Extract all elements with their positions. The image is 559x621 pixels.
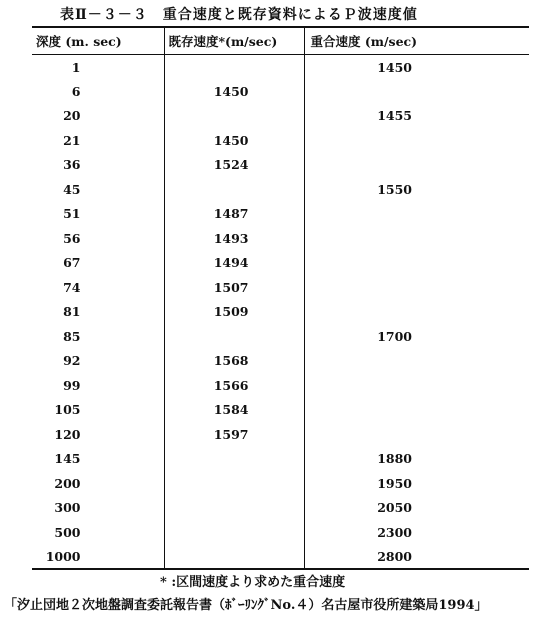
cell-existing-velocity: 1509 [164,300,304,325]
table-row [32,324,529,349]
cell-merged-velocity [304,275,529,300]
cell-merged-velocity [304,349,529,374]
table-row [32,202,529,227]
cell-depth: 85 [63,328,81,344]
cell-merged-velocity [304,300,529,325]
cell-merged-velocity [304,251,529,276]
cell-merged-velocity: 1700 [304,324,529,349]
cell-depth: 1000 [45,548,81,564]
source-citation: 「汐止団地２次地盤調査委託報告書（ﾎﾞｰﾘﾝｸﾞNo.４）名古屋市役所建築局1994」 [4,598,488,613]
table-row [32,104,529,129]
cell-depth: 21 [63,132,81,148]
cell-existing-velocity: 1584 [164,398,304,423]
cell-depth: 120 [54,426,81,442]
cell-depth: 6 [71,83,81,99]
header-depth: 深度 (m. sec) [32,27,164,55]
cell-existing-velocity [164,496,304,521]
cell-existing-velocity: 1597 [164,422,304,447]
cell-existing-velocity [164,545,304,570]
cell-merged-velocity: 2050 [304,496,529,521]
table-title: 表Ⅱ－３－３ 重合速度と既存資料によるＰ波速度値 [60,7,418,23]
cell-depth: 145 [54,451,81,467]
table-row [32,128,529,153]
cell-merged-velocity: 2300 [304,520,529,545]
cell-existing-velocity: 1494 [164,251,304,276]
cell-depth: 56 [63,230,81,246]
cell-merged-velocity [304,79,529,104]
cell-depth: 99 [63,377,81,393]
table-header-row [32,27,529,55]
cell-depth: 1 [71,59,81,75]
cell-merged-velocity: 1950 [304,471,529,496]
cell-merged-velocity [304,153,529,178]
cell-existing-velocity: 1507 [164,275,304,300]
cell-merged-velocity: 1550 [304,177,529,202]
cell-existing-velocity [164,104,304,129]
table-footnote: * :区間速度より求めた重合速度 [160,575,346,590]
table-row [32,398,529,423]
table-row [32,300,529,325]
cell-depth: 300 [54,500,81,516]
table-row [32,520,529,545]
cell-depth: 92 [63,353,81,369]
table-row [32,226,529,251]
header-merged-velocity: 重合速度 (m/sec) [304,27,529,55]
table-row [32,177,529,202]
cell-existing-velocity: 1568 [164,349,304,374]
cell-merged-velocity: 1450 [304,55,529,80]
table-row [32,545,529,570]
table-row [32,496,529,521]
cell-existing-velocity [164,177,304,202]
table-row [32,349,529,374]
cell-existing-velocity: 1493 [164,226,304,251]
cell-merged-velocity [304,422,529,447]
cell-merged-velocity [304,373,529,398]
cell-depth: 51 [63,206,81,222]
table-row [32,251,529,276]
cell-merged-velocity: 1880 [304,447,529,472]
cell-existing-velocity [164,471,304,496]
table-row [32,422,529,447]
header-existing-velocity: 既存速度*(m/sec) [164,27,304,55]
cell-existing-velocity: 1450 [164,79,304,104]
cell-merged-velocity: 2800 [304,545,529,570]
cell-existing-velocity: 1524 [164,153,304,178]
table-row [32,373,529,398]
table-row [32,55,529,80]
cell-merged-velocity [304,128,529,153]
cell-depth: 74 [63,279,81,295]
table-row [32,275,529,300]
cell-existing-velocity: 1450 [164,128,304,153]
table-row [32,471,529,496]
cell-existing-velocity: 1487 [164,202,304,227]
cell-merged-velocity [304,398,529,423]
cell-existing-velocity [164,447,304,472]
cell-merged-velocity [304,202,529,227]
cell-depth: 105 [54,402,81,418]
cell-merged-velocity: 1455 [304,104,529,129]
velocity-table [32,26,529,570]
cell-existing-velocity [164,55,304,80]
cell-depth: 67 [63,255,81,271]
cell-existing-velocity: 1566 [164,373,304,398]
cell-existing-velocity [164,324,304,349]
cell-existing-velocity [164,520,304,545]
cell-depth: 500 [54,524,81,540]
table-row [32,447,529,472]
cell-depth: 81 [63,304,81,320]
cell-depth: 20 [63,108,81,124]
cell-depth: 200 [54,475,81,491]
cell-depth: 45 [63,181,81,197]
cell-depth: 36 [63,157,81,173]
cell-merged-velocity [304,226,529,251]
table-row [32,79,529,104]
table-row [32,153,529,178]
